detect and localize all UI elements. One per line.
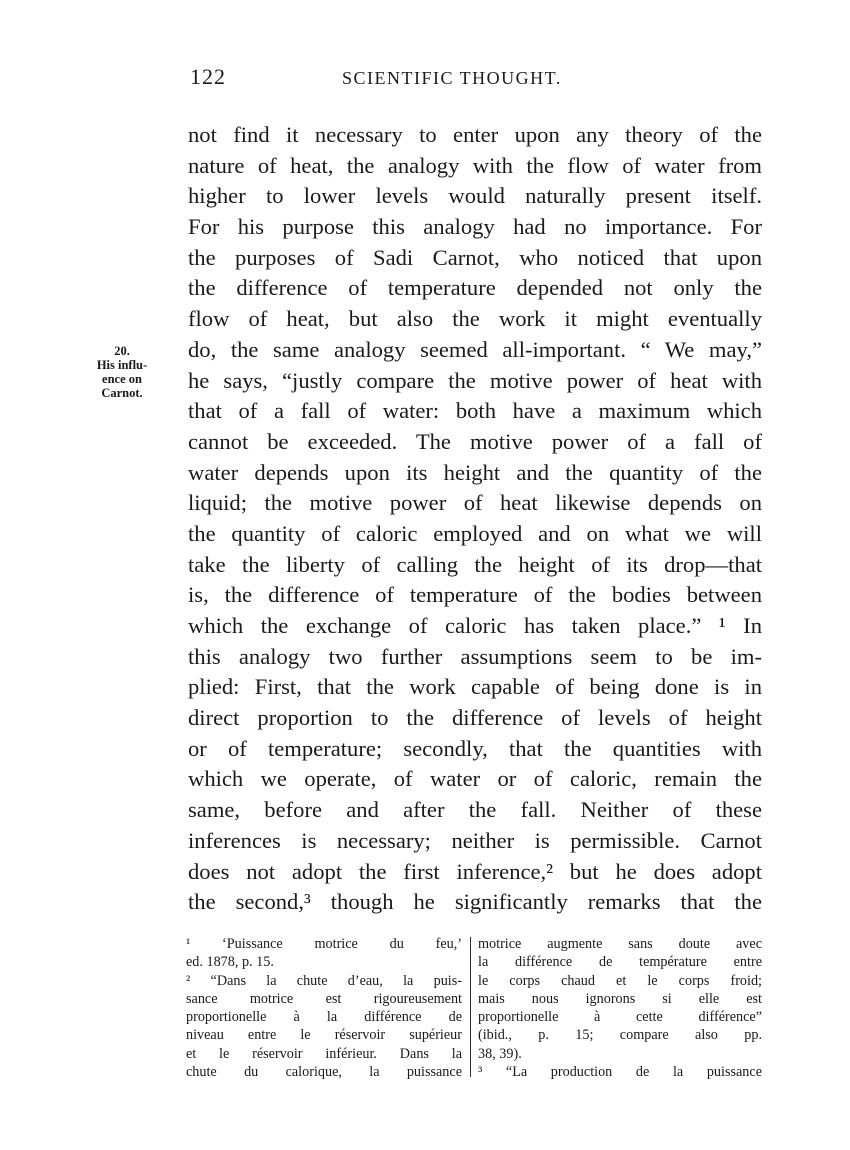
footnote-line: motrice augmente sans doute avec [478,936,762,952]
body-line: direct proportion to the difference of levels of height [188,705,762,731]
body-line: or of temperature; secondly, that the quantities with [188,735,762,761]
body-line: plied: First, that the work capable of being done is in [188,674,762,700]
body-line: flow of heat, but also the work it might eventually [188,306,762,332]
body-line: take the liberty of calling the height of its drop—that [188,551,762,577]
footnote-line: proportionelle à la différence de [186,1009,462,1026]
body-line: the difference of temperature depended not only the [188,275,762,301]
body-line: same, before and after the fall. Neither of these [188,797,762,823]
footnote-line: ed. 1878, p. 15. [186,954,274,971]
footnote-line: la différence de température entre [478,954,762,971]
footnote-line: niveau entre le réservoir supérieur [186,1027,462,1044]
margin-note-line: His influ- [96,358,148,372]
margin-note-line: 20. [114,344,130,358]
footnote-line: (ibid., p. 15; compare also pp. [478,1027,762,1044]
margin-note-line: Carnot. [101,386,143,400]
body-line: liquid; the motive power of heat likewise depends on [188,490,762,516]
footnote-line: mais nous ignorons si elle est [478,990,762,1007]
body-line: the second,³ though he significantly remarks that the [188,889,762,915]
footnote-line: et le réservoir inférieur. Dans la [186,1045,462,1062]
footnote-line: proportionelle à cette différence” [478,1009,762,1026]
margin-note-line: ence on [102,372,142,386]
running-head: SCIENTIFIC THOUGHT. [342,68,562,88]
body-text [188,120,762,918]
footnote-column-left [186,935,462,1081]
footnote-column-right [478,935,762,1081]
body-line: do, the same analogy seemed all-important. “ We may,” [188,336,762,362]
margin-note [86,344,158,400]
body-line: inferences is necessary; neither is permissible. Carnot [188,827,762,853]
body-line: not find it necessary to enter upon any theory of the [188,122,762,147]
body-line: nature of heat, the analogy with the flow of water from [188,152,762,178]
footnote-line: ¹ ‘Puissance motrice du feu,’ [186,936,462,952]
page-number: 122 [190,64,226,89]
body-line: the quantity of caloric employed and on what we will [188,520,762,546]
body-line: the purposes of Sadi Carnot, who noticed that upon [188,244,762,270]
footnote-line: 38, 39). [478,1045,522,1062]
footnote-line: chute du calorique, la puissance [186,1064,462,1081]
body-line: is, the difference of temperature of the bodies between [188,582,762,608]
body-line: he says, “justly compare the motive power of heat with [188,367,762,393]
body-line: For his purpose this analogy had no importance. For [188,214,762,240]
footnote-line: sance motrice est rigoureusement [186,990,462,1007]
footnote-line: ² “Dans la chute d’eau, la puis- [186,972,462,989]
body-line: does not adopt the first inference,² but he does adopt [188,858,762,884]
body-line: which the exchange of caloric has taken place.” ¹ In [188,613,762,638]
page-header [186,64,762,94]
footnotes [186,935,762,1085]
body-line: that of a fall of water: both have a maximum which [188,398,762,424]
body-line: cannot be exceeded. The motive power of a fall of [188,428,762,454]
body-line: which we operate, of water or of caloric, remain the [188,766,762,792]
footnote-line: le corps chaud et le corps froid; [478,972,762,989]
body-line: higher to lower levels would naturally present itself. [188,183,762,209]
footnote-divider [470,937,471,1077]
body-line: water depends upon its height and the quantity of the [188,459,762,485]
footnote-line: ³ “La production de la puissance [478,1064,762,1081]
body-line: this analogy two further assumptions seem to be im- [188,643,762,669]
